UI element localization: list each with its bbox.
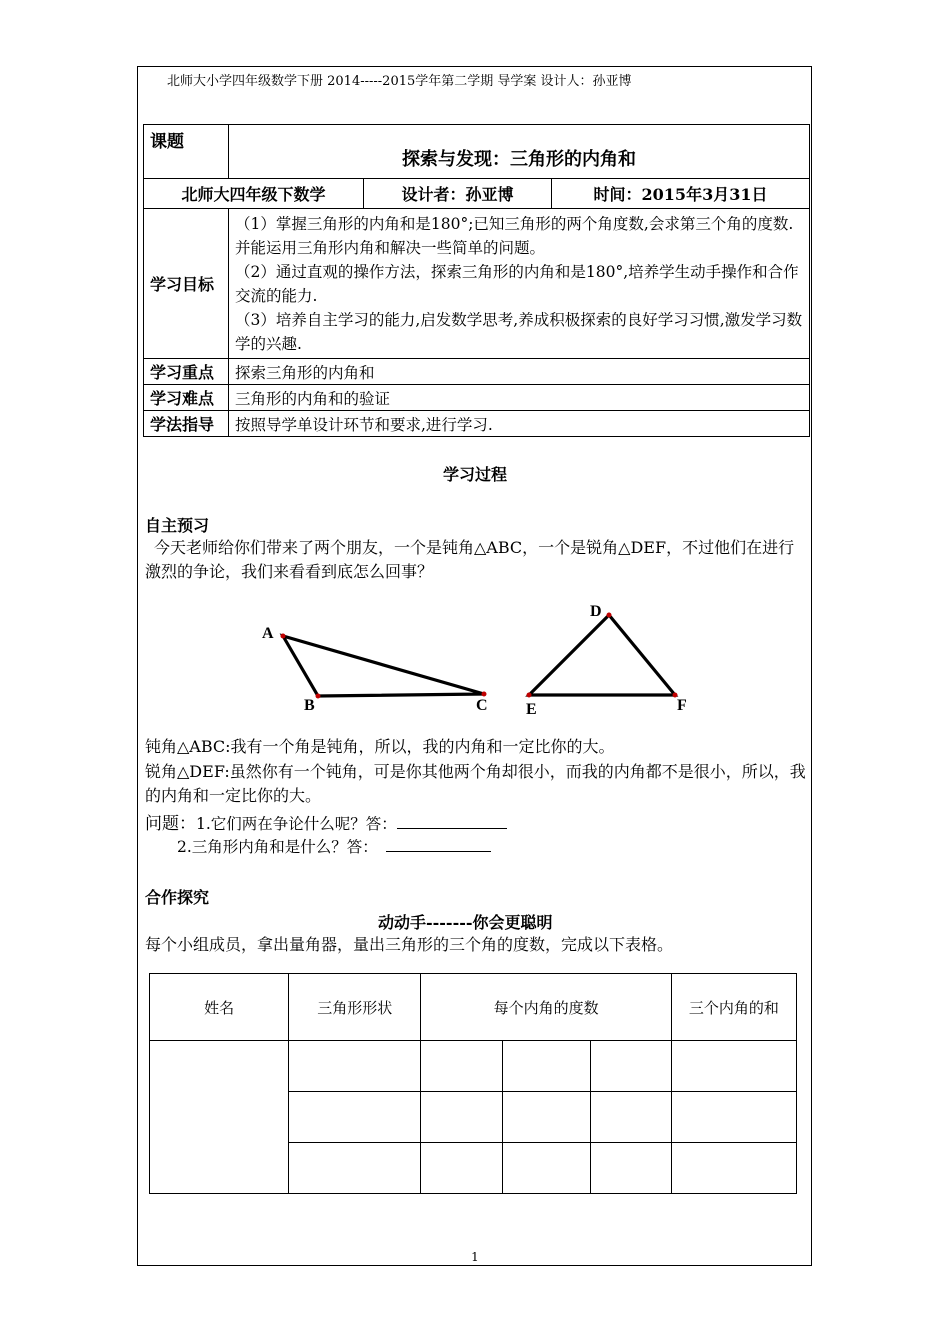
designer: 设计者：孙亚博 bbox=[364, 179, 552, 209]
answer-blank-1[interactable] bbox=[397, 812, 507, 829]
process-title: 学习过程 bbox=[442, 465, 507, 484]
question-2 bbox=[177, 835, 491, 857]
angle-record-table bbox=[149, 973, 797, 1194]
cell-angle[interactable] bbox=[502, 1092, 590, 1143]
question-1-text: 1.它们两在争论什么呢？答： bbox=[196, 815, 397, 833]
course-name: 北师大四年级下数学 bbox=[144, 179, 364, 209]
point-b bbox=[316, 694, 321, 699]
goals-label: 学习目标 bbox=[144, 209, 229, 359]
explore-instruction: 每个小组成员，拿出量角器，量出三角形的三个角的度数，完成以下表格。 bbox=[145, 935, 674, 954]
method-label: 学法指导 bbox=[144, 411, 229, 437]
header-sum: 三个内角的和 bbox=[671, 974, 796, 1041]
explore-title: 合作探究 bbox=[145, 888, 210, 907]
triangle-abc bbox=[283, 636, 484, 696]
label-e: E bbox=[526, 701, 537, 718]
page-number: 1 bbox=[471, 1250, 479, 1264]
goal-item: （3）培养自主学习的能力,启发数学思考,养成积极探索的良好学习习惯,激发学习数学的兴趣. bbox=[235, 310, 803, 353]
cell-angle[interactable] bbox=[590, 1092, 671, 1143]
question-prefix: 问题： bbox=[145, 814, 196, 834]
explore-subtitle: 动动手-------你会更聪明 bbox=[378, 913, 553, 932]
answer-blank-2[interactable] bbox=[386, 835, 491, 852]
preview-intro: 今天老师给你们带来了两个朋友，一个是钝角△ABC，一个是锐角△DEF，不过他们在进行激烈的争论，我们来看看到底怎么回事？ bbox=[145, 538, 795, 581]
acute-statement: 锐角△DEF:虽然你有一个钝角，可是你其他两个角却很小，而我的内角都不是很小，所以，我的内角和一定比你的大。 bbox=[145, 762, 806, 805]
key-text: 探索三角形的内角和 bbox=[229, 359, 810, 385]
cell-shape[interactable] bbox=[289, 1092, 421, 1143]
cell-angle[interactable] bbox=[590, 1143, 671, 1194]
point-d bbox=[607, 613, 612, 618]
label-a: A bbox=[262, 625, 274, 642]
cell-angle[interactable] bbox=[502, 1143, 590, 1194]
header-shape: 三角形形状 bbox=[289, 974, 421, 1041]
difficulty-text: 三角形的内角和的验证 bbox=[229, 385, 810, 411]
cell-sum[interactable] bbox=[671, 1143, 796, 1194]
cell-angle[interactable] bbox=[421, 1041, 502, 1092]
topic-title: 探索与发现：三角形的内角和 bbox=[229, 125, 810, 179]
cell-shape[interactable] bbox=[289, 1143, 421, 1194]
point-c bbox=[482, 692, 487, 697]
question-1 bbox=[145, 809, 507, 834]
header-name: 姓名 bbox=[150, 974, 289, 1041]
topic-label: 课题 bbox=[144, 125, 229, 179]
triangle-def bbox=[529, 615, 675, 695]
cell-shape[interactable] bbox=[289, 1041, 421, 1092]
cell-angle[interactable] bbox=[502, 1041, 590, 1092]
cell-name[interactable] bbox=[150, 1041, 289, 1194]
label-c: C bbox=[476, 697, 488, 714]
cell-angle[interactable] bbox=[421, 1143, 502, 1194]
point-a bbox=[281, 634, 286, 639]
label-b: B bbox=[304, 697, 315, 714]
question-2-text: 2.三角形内角和是什么？答： bbox=[177, 838, 378, 856]
cell-angle[interactable] bbox=[590, 1041, 671, 1092]
header-angles: 每个内角的度数 bbox=[421, 974, 671, 1041]
point-e bbox=[527, 693, 532, 698]
cell-sum[interactable] bbox=[671, 1092, 796, 1143]
key-label: 学习重点 bbox=[144, 359, 229, 385]
goal-item: （2）通过直观的操作方法，探索三角形的内角和是180°,培养学生动手操作和合作交流的能力. bbox=[235, 262, 799, 305]
difficulty-label: 学习难点 bbox=[144, 385, 229, 411]
lesson-date: 时间：2015年3月31日 bbox=[552, 179, 810, 209]
page-header: 北师大小学四年级数学下册 2014-----2015学年第二学期 导学案 设计人：孙亚博 bbox=[167, 74, 632, 89]
label-d: D bbox=[590, 603, 602, 620]
label-f: F bbox=[677, 697, 687, 714]
cell-angle[interactable] bbox=[421, 1092, 502, 1143]
method-text: 按照导学单设计环节和要求,进行学习. bbox=[229, 411, 810, 437]
preview-title: 自主预习 bbox=[145, 516, 210, 535]
goal-item: （1）掌握三角形的内角和是180°;已知三角形的两个角度数,会求第三个角的度数.并能运用三角形内角和解决一些简单的问题。 bbox=[235, 214, 794, 257]
cell-sum[interactable] bbox=[671, 1041, 796, 1092]
obtuse-statement: 钝角△ABC:我有一个角是钝角，所以，我的内角和一定比你的大。 bbox=[145, 737, 615, 756]
